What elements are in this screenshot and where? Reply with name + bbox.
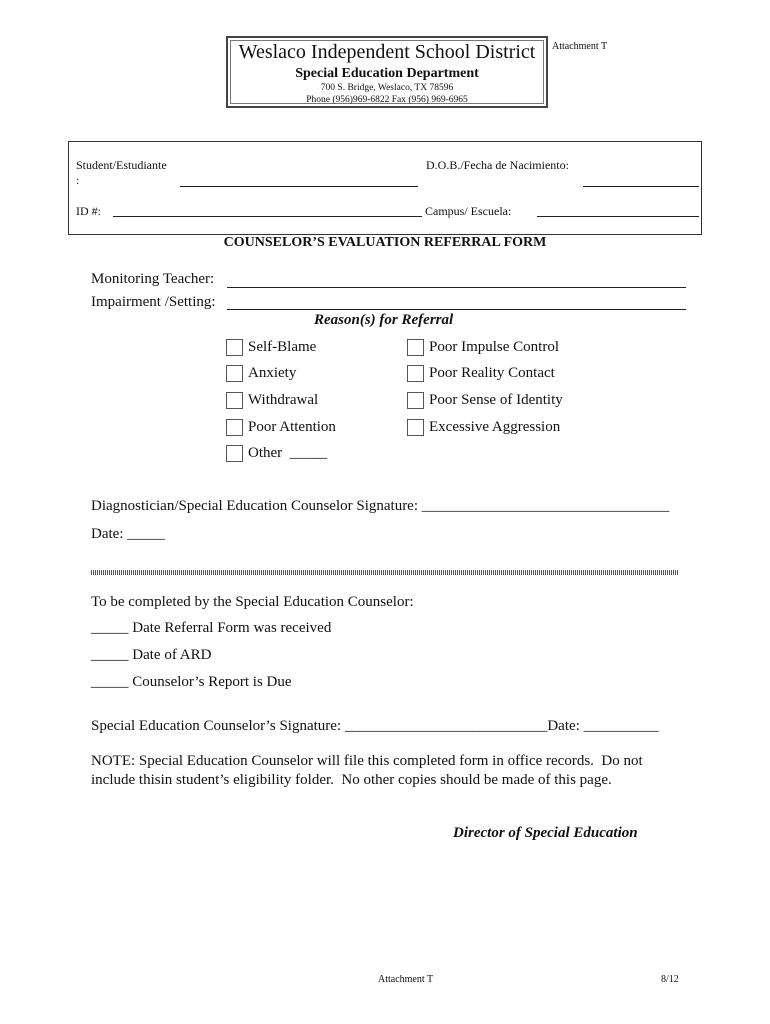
district-phone: Phone (956)969-6822 Fax (956) 969-6965 [306,95,468,105]
form-title: COUNSELOR’S EVALUATION REFERRAL FORM [223,235,547,250]
id-field[interactable] [113,216,422,217]
poor-impulse-control-checkbox[interactable] [407,339,424,356]
monitoring-teacher-label: Monitoring Teacher: [91,271,215,287]
district-address: 700 S. Bridge, Weslaco, TX 78596 [320,83,454,93]
dob-label: D.O.B./Fecha de Nacimiento: [426,158,569,172]
poor-reality-contact-checkbox[interactable] [407,365,424,382]
section-divider [91,570,679,575]
campus-field[interactable] [537,216,699,217]
counselor-signature-line[interactable]: Special Education Counselor’s Signature: ___________________________Date: __________ [91,718,659,734]
director-signature-label: Director of Special Education [453,825,638,841]
other-label: Other _____ [248,445,328,461]
poor-reality-contact-label: Poor Reality Contact [429,365,555,381]
diagnostician-signature-line[interactable]: Diagnostician/Special Education Counselor Signature: _________________________________ [91,498,670,514]
other-checkbox[interactable] [226,445,243,462]
department-name: Special Education Department [295,66,479,81]
counselor-report-due-item[interactable]: _____ Counselor’s Report is Due [91,674,292,690]
note-line-1: NOTE: Special Education Counselor will file this completed form in office records. Do not [91,753,643,769]
poor-impulse-control-label: Poor Impulse Control [429,339,559,355]
withdrawal-label: Withdrawal [248,392,319,408]
diagnostician-date-line[interactable]: Date: _____ [91,526,165,542]
anxiety-label: Anxiety [248,365,297,381]
poor-attention-label: Poor Attention [248,419,336,435]
self-blame-label: Self-Blame [248,339,317,355]
excessive-aggression-checkbox[interactable] [407,419,424,436]
excessive-aggression-label: Excessive Aggression [429,419,561,435]
self-blame-checkbox[interactable] [226,339,243,356]
poor-sense-of-identity-checkbox[interactable] [407,392,424,409]
dob-field[interactable] [583,186,699,187]
impairment-setting-label: Impairment /Setting: [91,294,216,310]
campus-label: Campus/ Escuela: [425,204,512,218]
impairment-setting-field[interactable] [227,309,686,310]
attachment-label: Attachment T [552,41,608,52]
reasons-heading: Reason(s) for Referral [314,312,454,328]
footer-date: 8/12 [661,974,679,985]
poor-sense-of-identity-label: Poor Sense of Identity [429,392,563,408]
monitoring-teacher-field[interactable] [227,287,686,288]
date-of-ard-item[interactable]: _____ Date of ARD [91,647,212,663]
district-name: Weslaco Independent School District [238,41,536,63]
id-label: ID #: [76,204,101,218]
poor-attention-checkbox[interactable] [226,419,243,436]
student-label: Student/Estudiante [76,158,167,172]
withdrawal-checkbox[interactable] [226,392,243,409]
counselor-section-heading: To be completed by the Special Education Counselor: [91,594,414,610]
note-line-2: include thisin student’s eligibility folder. No other copies should be made of this page. [91,772,612,788]
date-referral-received-item[interactable]: _____ Date Referral Form was received [91,620,332,636]
footer-attachment: Attachment T [378,974,434,985]
student-name-field[interactable] [180,186,418,187]
anxiety-checkbox[interactable] [226,365,243,382]
student-info-box [68,141,702,235]
student-label-colon: : [76,173,80,187]
header-box [226,36,548,108]
